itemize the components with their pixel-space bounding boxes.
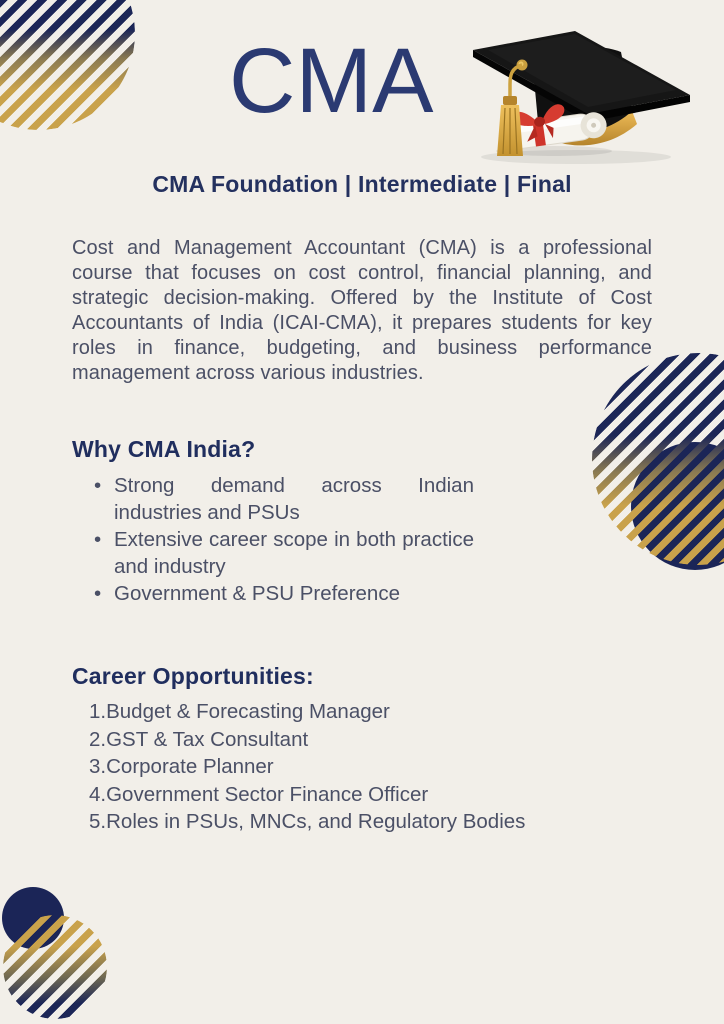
graduation-cap-with-diploma-icon [448,16,718,168]
content-column [72,236,652,836]
list-item: • Strong demand across Indian industries and PSUs [92,472,474,526]
list-item: Government Sector Finance Officer [106,782,429,806]
striped-circle-bottom-left [3,915,107,1019]
list-item: GST & Tax Consultant [106,727,309,751]
subtitle: CMA Foundation | Intermediate | Final [152,171,572,197]
career-opportunities-list [72,698,652,836]
career-opportunities-heading: Career Opportunities: [72,663,314,689]
striped-circle-top-left [0,0,135,130]
why-cma-bullet-list [72,472,474,607]
page-title: CMA [229,30,434,132]
intro-paragraph: Cost and Management Accountant (CMA) is a professional course that focuses on cost control, financial planning, and strategic decision-making. Offered by the Institute of Cost Accountants of India (ICAI-CMA), it prepares students for key roles in finance, budgeting, and business performance management across various industries. [72,237,652,384]
list-item: Roles in PSUs, MNCs, and Regulatory Bodies [106,810,526,833]
list-item: • Government & PSU Preference [92,580,474,607]
list-item: Corporate Planner [106,755,274,778]
list-item: Budget & Forecasting Manager [106,700,390,723]
career-opportunities-section [72,663,652,836]
list-item: • Extensive career scope in both practice and industry [92,526,474,580]
why-cma-section [72,436,652,607]
why-cma-heading: Why CMA India? [72,436,256,462]
